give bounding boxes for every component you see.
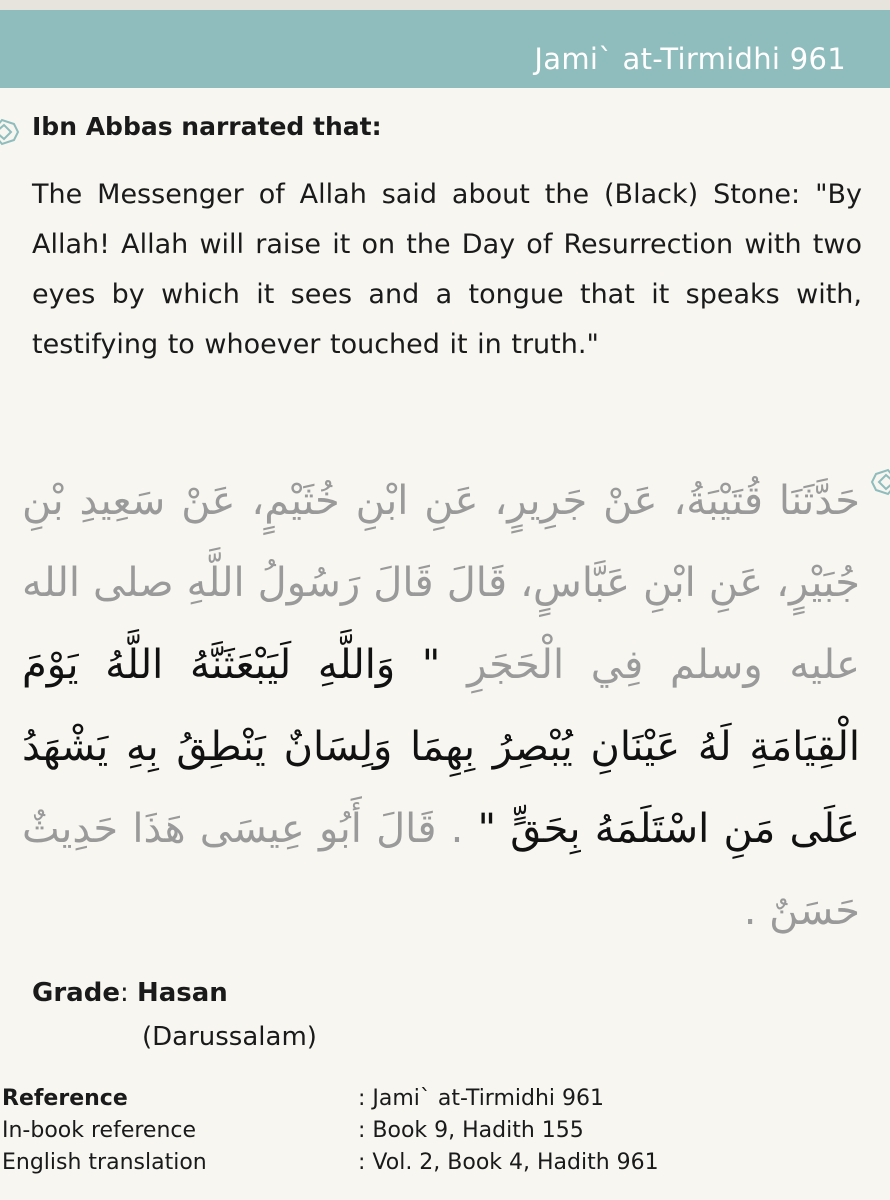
english-translation-ref-row bbox=[2, 1146, 659, 1178]
english-translation-ref-value: : Vol. 2, Book 4, Hadith 961 bbox=[358, 1149, 659, 1175]
reference-value: : Jami` at-Tirmidhi 961 bbox=[358, 1085, 605, 1111]
arabic-isnad: حَدَّثَنَا قُتَيْبَةُ، عَنْ جَرِيرٍ، عَنِ ابْنِ خُثَيْمٍ، عَنْ سَعِيدِ بْنِ جُبَيْرٍ، عَنِ ابْنِ عَبَّاسٍ، قَالَ قَالَ رَسُولُ اللَّهِ صلى الله عليه وسلم فِي الْحَجَرِ bbox=[22, 478, 861, 688]
arabic-matn: " وَاللَّهِ لَيَبْعَثَنَّهُ اللَّهُ يَوْمَ الْقِيَامَةِ لَهُ عَيْنَانِ يُبْصِرُ بِهِمَا وَلِسَانٌ يَنْطِقُ بِهِ يَشْهَدُ عَلَى مَنِ اسْتَلَمَهُ بِحَقٍّ " bbox=[22, 642, 860, 852]
arabic-text bbox=[22, 460, 860, 952]
in-book-reference-value: : Book 9, Hadith 155 bbox=[358, 1117, 584, 1143]
grade-value: Hasan bbox=[136, 978, 228, 1008]
star-ornament-icon bbox=[0, 110, 22, 154]
header-bar bbox=[0, 10, 890, 88]
reference-label: Reference bbox=[2, 1085, 128, 1111]
english-translation-ref-label: English translation bbox=[2, 1149, 207, 1175]
grade-line bbox=[32, 978, 228, 1008]
in-book-reference-label: In-book reference bbox=[2, 1117, 197, 1143]
english-translation: The Messenger of Allah said about the (Black) Stone: "By Allah! Allah will raise it on the Day of Resurrection with two eyes by which it sees and a tongue that it speaks with, testifying to whoever touched it in truth." bbox=[32, 179, 862, 360]
grader: (Darussalam) bbox=[142, 1022, 317, 1052]
reference-table bbox=[2, 1082, 659, 1178]
collection-title[interactable]: Jami` at-Tirmidhi 961 bbox=[534, 42, 846, 76]
top-strip bbox=[0, 0, 890, 10]
reference-row bbox=[2, 1082, 659, 1114]
narrator-line: Ibn Abbas narrated that: bbox=[32, 112, 382, 141]
in-book-reference-row bbox=[2, 1114, 659, 1146]
grade-label: Grade bbox=[32, 978, 120, 1008]
star-ornament-icon bbox=[868, 460, 890, 504]
grade-separator: : bbox=[119, 978, 129, 1008]
arabic-closing: . قَالَ أَبُو عِيسَى هَذَا حَدِيثٌ حَسَنٌ . bbox=[22, 806, 860, 934]
